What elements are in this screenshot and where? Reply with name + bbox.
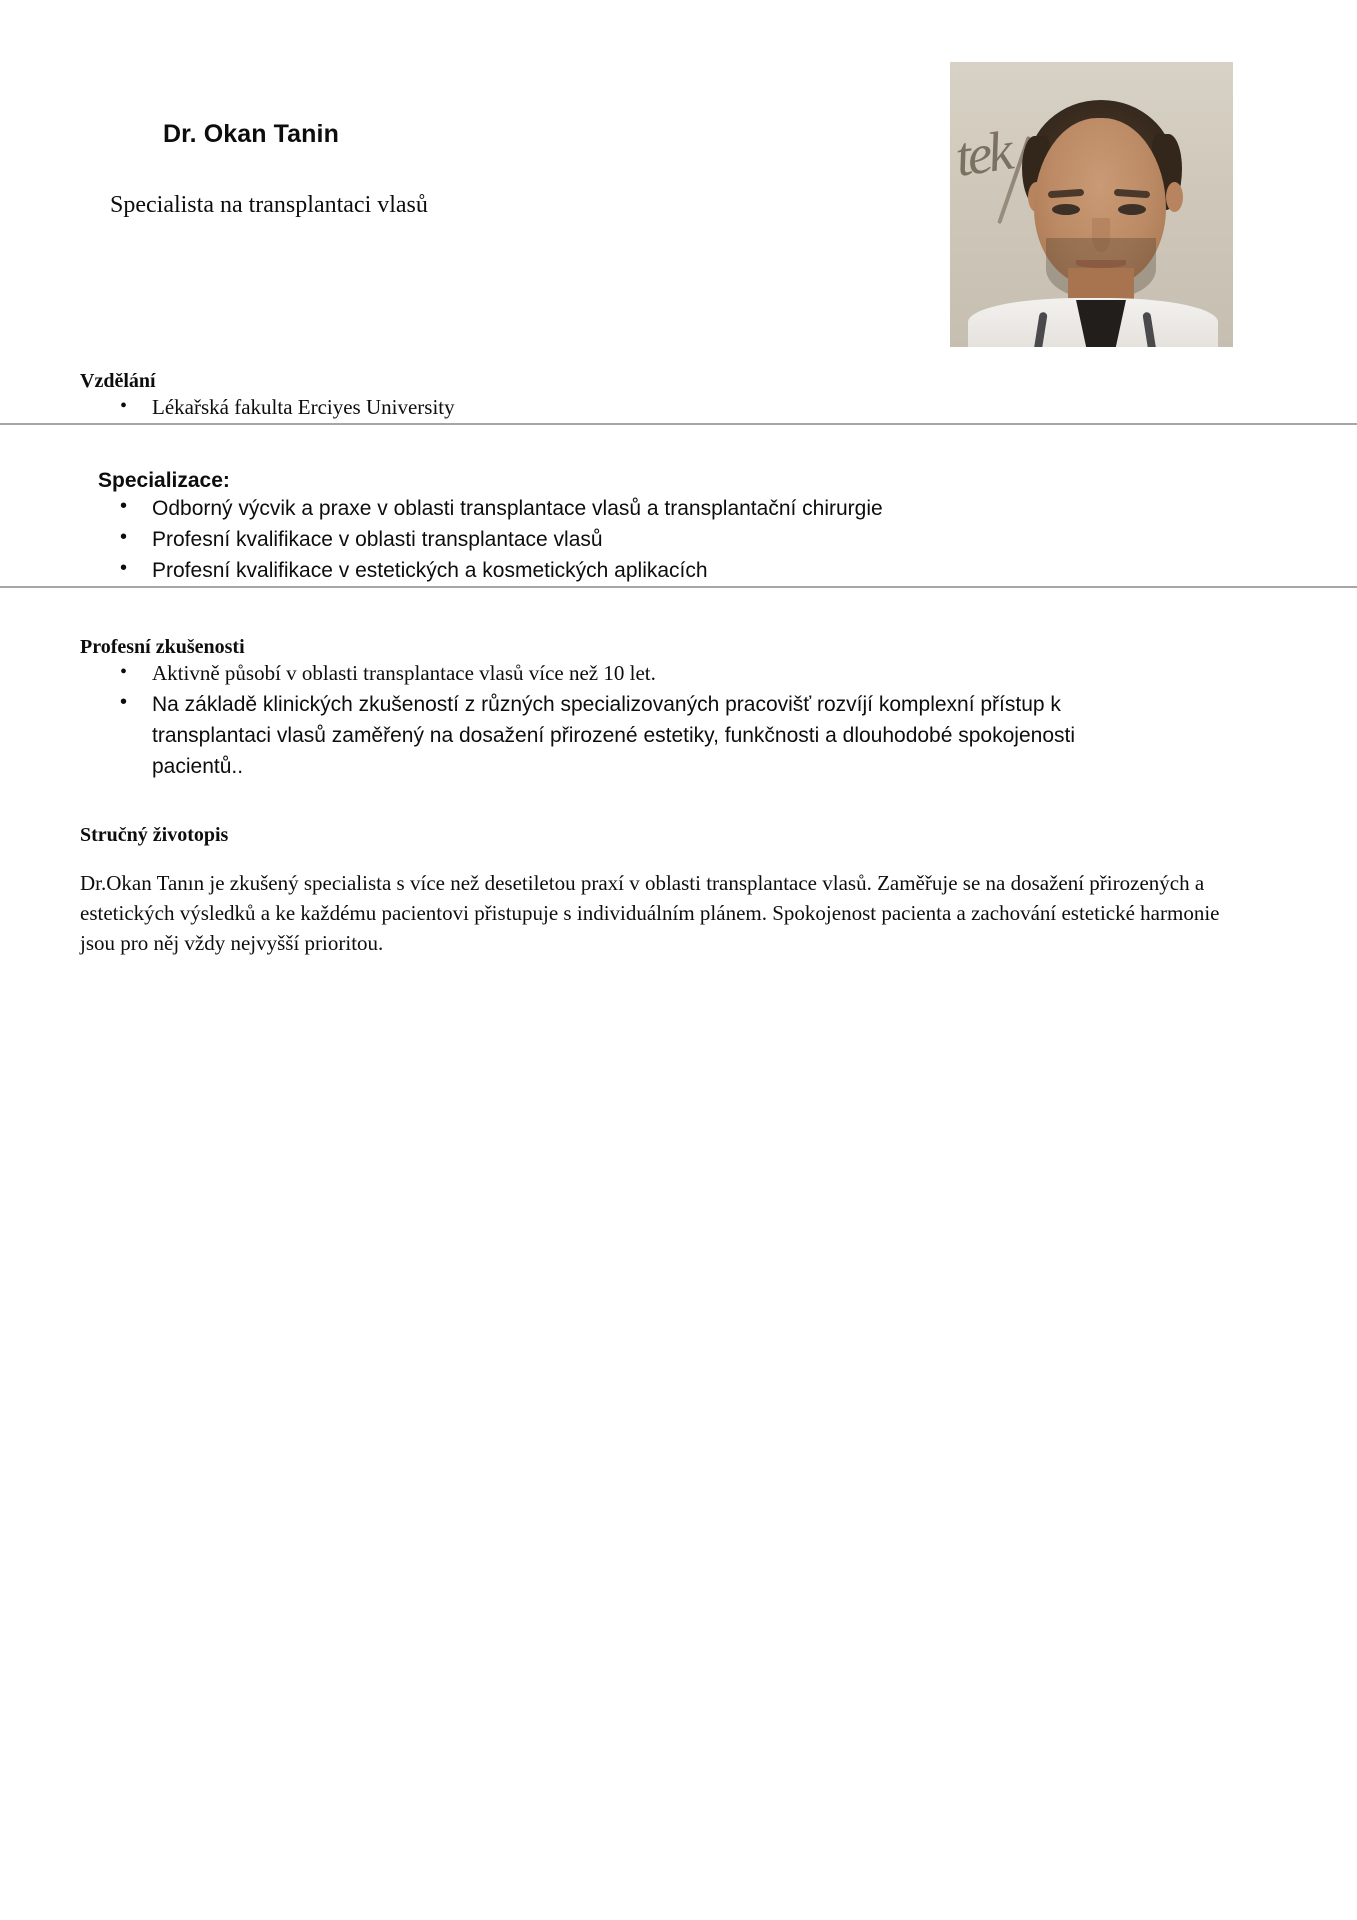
- biography-section: [0, 824, 1357, 958]
- specialization-list: [80, 493, 1277, 586]
- header: [0, 0, 1357, 370]
- list-item: • Na základě klinických zkušeností z různých specializovaných pracovišť rozvíjí komplexní přístup k transplantaci vlasů zaměřený na dosažení přirozené estetiky, funkčnosti a dlouhodobé spokojenosti pacientů..: [80, 689, 1277, 782]
- photo-mouth: [1076, 260, 1126, 268]
- photo-eye-right: [1118, 204, 1146, 215]
- divider-2: [0, 586, 1357, 588]
- photo-eye-left: [1052, 204, 1080, 215]
- experience-list: [80, 659, 1277, 782]
- biography-heading: Stručný životopis: [80, 824, 229, 847]
- doctor-photo: [950, 62, 1233, 347]
- divider-1: [0, 423, 1357, 425]
- specialization-heading: Specializace:: [98, 468, 230, 492]
- list-item: • Aktivně působí v oblasti transplantace vlasů více než 10 let.: [80, 659, 1277, 689]
- list-item: • Lékařská fakulta Erciyes University: [80, 393, 1277, 423]
- education-section: [0, 370, 1357, 423]
- list-item: • Profesní kvalifikace v estetických a kosmetických aplikacích: [80, 555, 1277, 586]
- education-heading: Vzdělání: [80, 370, 156, 392]
- experience-section: [0, 636, 1357, 782]
- wall-logo-script: tek: [951, 120, 1014, 189]
- biography-text: Dr.Okan Tanın je zkušený specialista s více než desetiletou praxí v oblasti transplantace vlasů. Zaměřuje se na dosažení přirozených a estetických výsledků a ke každému pacientovi přistupuje s individuálním plánem. Spokojenost pacienta a zachování estetické harmonie jsou pro něj vždy nejvyšší prioritou.: [80, 871, 1220, 955]
- page-title: Dr. Okan Tanin: [163, 120, 339, 148]
- experience-heading: Profesní zkušenosti: [80, 636, 245, 659]
- education-list: [80, 393, 1277, 423]
- list-item: • Odborný výcvik a praxe v oblasti transplantace vlasů a transplantační chirurgie: [80, 493, 1277, 524]
- doctor-subtitle: Specialista na transplantaci vlasů: [110, 192, 428, 218]
- photo-ear-right: [1166, 182, 1183, 212]
- list-item: • Profesní kvalifikace v oblasti transplantace vlasů: [80, 524, 1277, 555]
- specialization-section: [0, 469, 1357, 586]
